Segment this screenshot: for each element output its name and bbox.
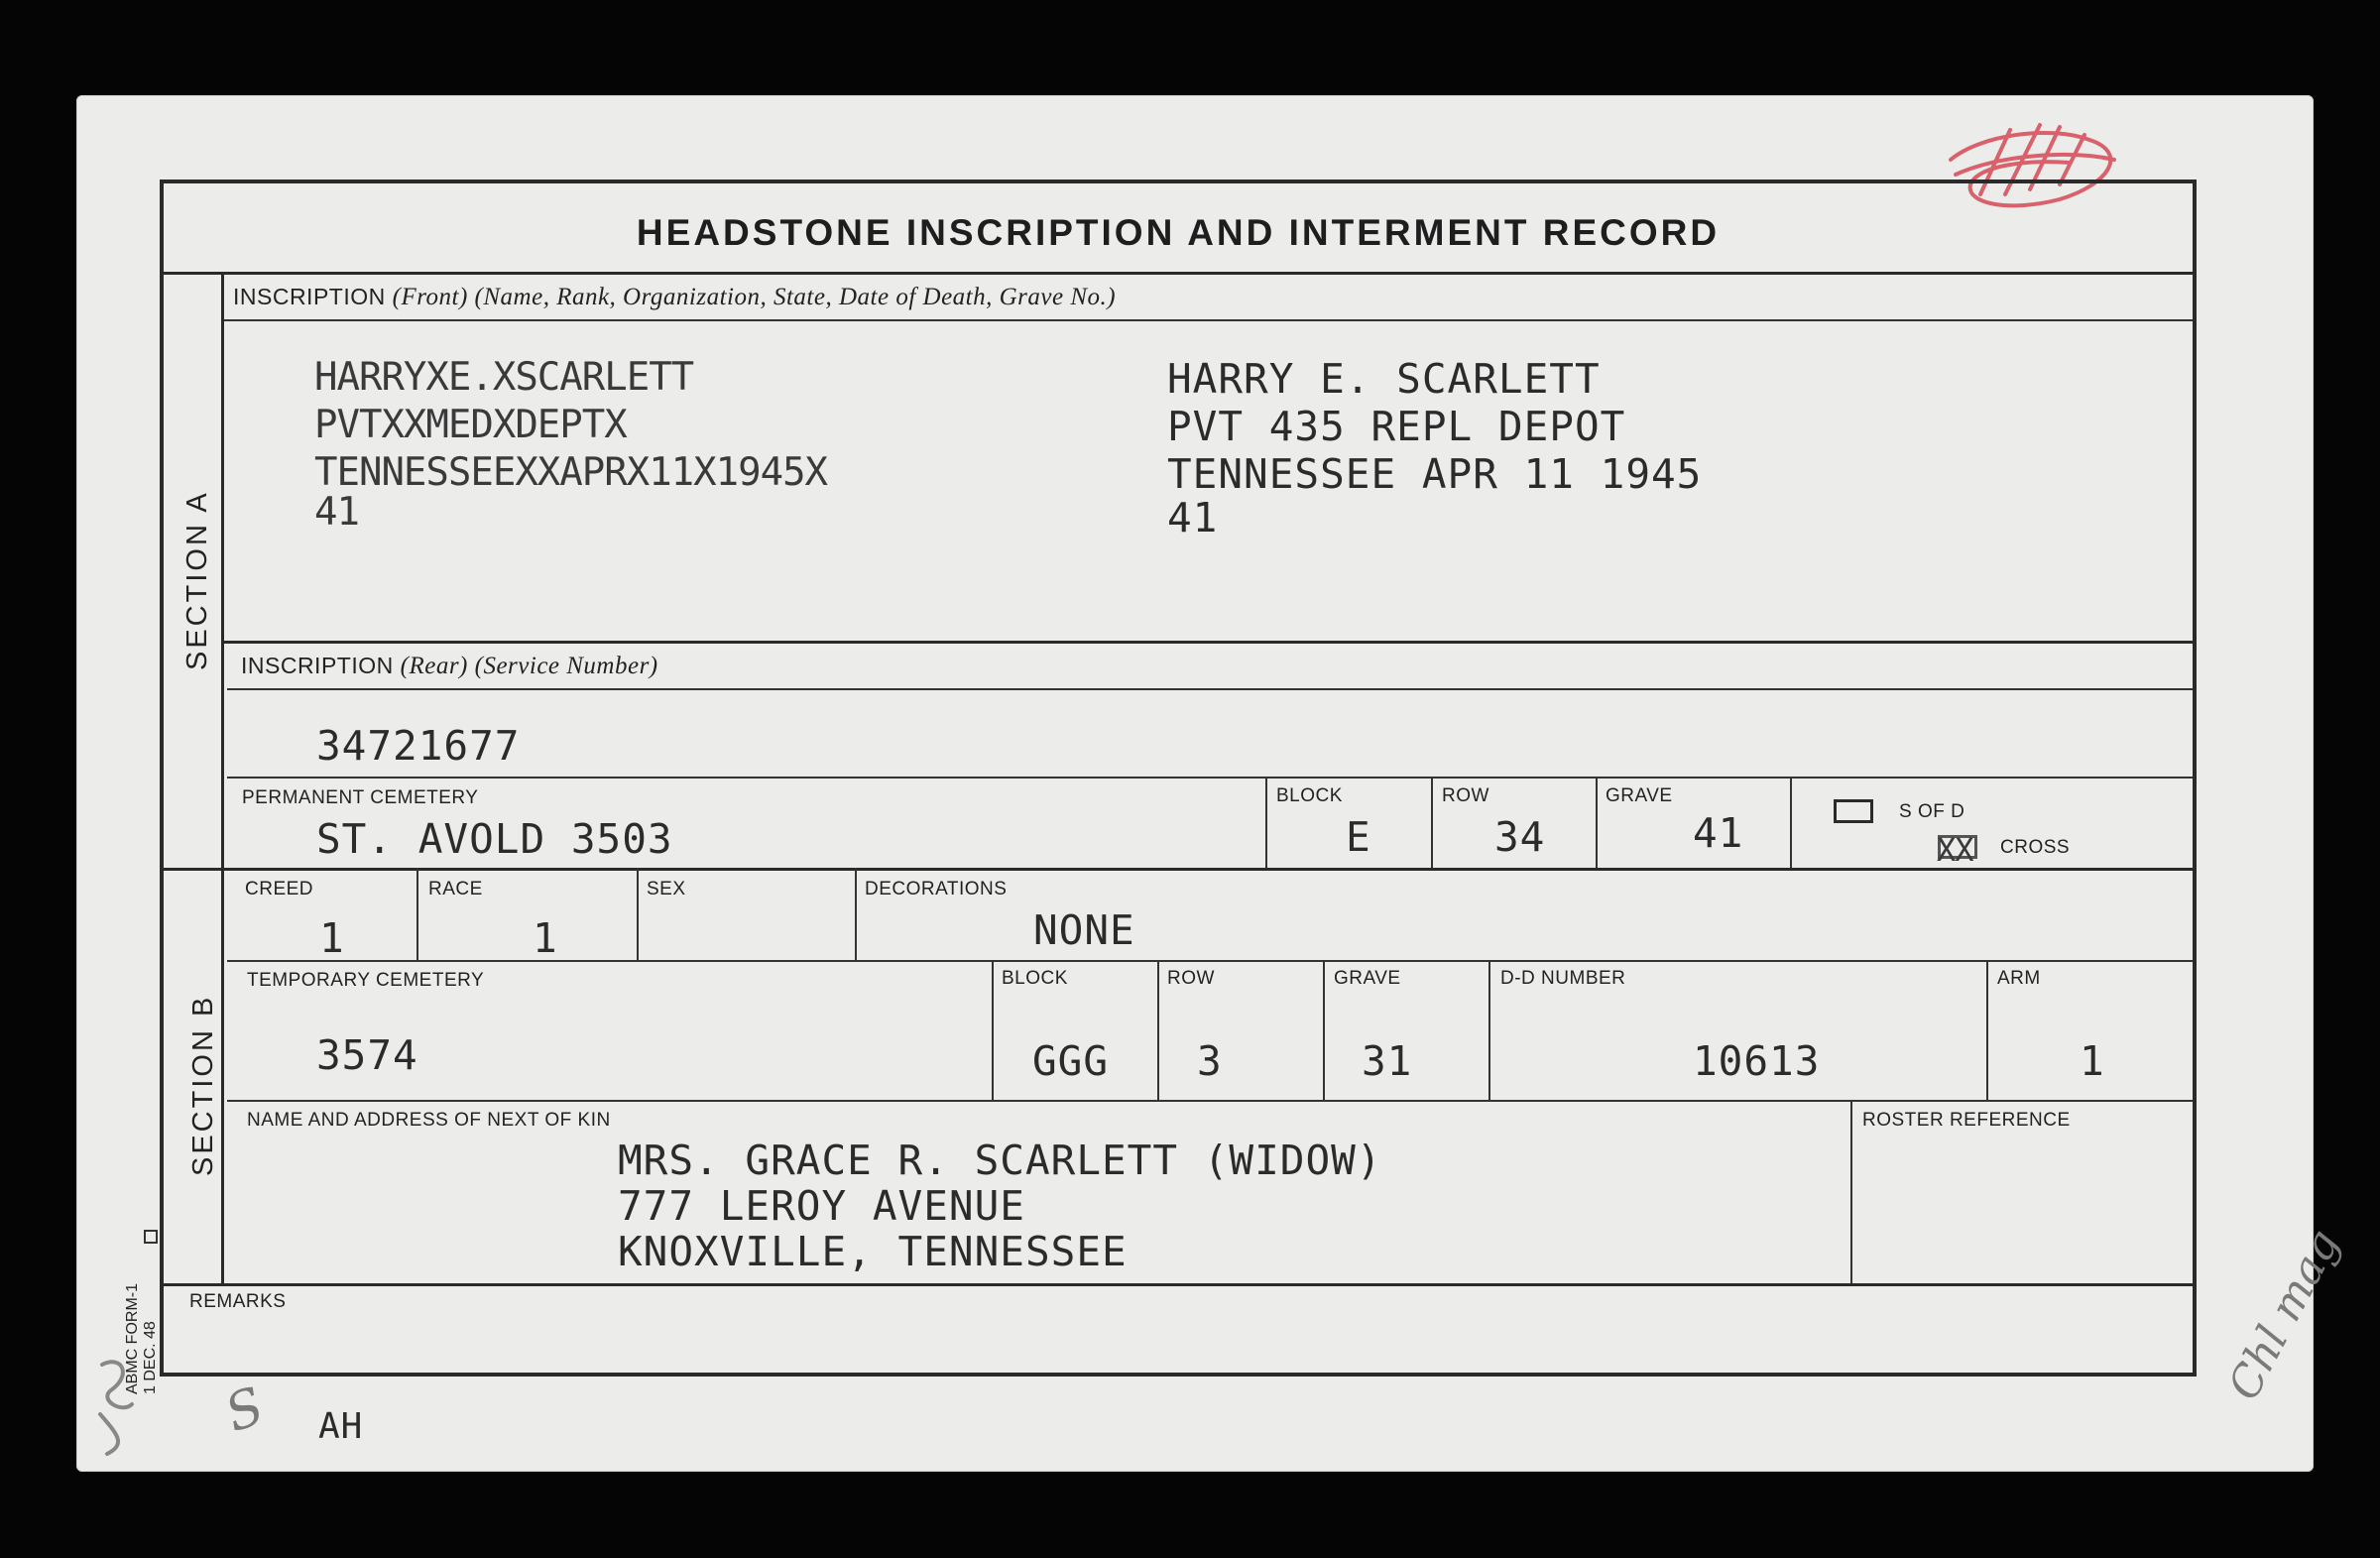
cross-label: CROSS (2000, 837, 2071, 858)
inscription-front-label: INSCRIPTION (Front) (Name, Rank, Organization, State, Date of Death, Grave No.) (233, 284, 1117, 310)
temp-kin-divider (227, 1100, 2193, 1102)
roster-reference-label: ROSTER REFERENCE (1862, 1110, 2071, 1131)
perm-grave-value: 41 (1693, 809, 1744, 857)
handwritten-left: S (217, 1376, 272, 1445)
section-divider (160, 868, 2197, 871)
rear-label-divider (227, 688, 2193, 690)
kin-remarks-divider (160, 1283, 2197, 1286)
temp-grave-value: 31 (1362, 1037, 1413, 1085)
creed-label: CREED (245, 879, 314, 899)
form-title: HEADSTONE INSCRIPTION AND INTERMENT RECORD (636, 212, 1721, 253)
race-label: RACE (428, 879, 483, 899)
bottom-annotation: AH (318, 1406, 364, 1447)
perm-block-value: E (1346, 813, 1371, 861)
rear-perm-divider (227, 777, 2193, 779)
creed-temp-divider (227, 960, 2193, 962)
handwritten-right: Chl mag (2218, 1221, 2350, 1408)
cross-mark: XX (1937, 831, 1973, 869)
temp-grave-label: GRAVE (1334, 968, 1401, 989)
form-id-box (144, 1230, 158, 1244)
s-of-d-label: S OF D (1899, 801, 1965, 822)
remarks-label: REMARKS (189, 1291, 287, 1312)
service-number: 34721677 (316, 722, 521, 770)
temporary-cemetery-label: TEMPORARY CEMETERY (247, 970, 485, 991)
race-value: 1 (533, 914, 558, 962)
sex-label: SEX (647, 879, 686, 899)
temp-row-label: ROW (1167, 968, 1215, 989)
inscription-rear-label: INSCRIPTION (Rear) (Service Number) (241, 653, 658, 679)
front-label-divider (221, 319, 2193, 321)
temp-block-value: GGG (1032, 1037, 1110, 1085)
temp-row-value: 3 (1197, 1037, 1223, 1085)
dd-number-value: 10613 (1693, 1037, 1821, 1085)
creed-value: 1 (319, 914, 345, 962)
dd-number-label: D-D NUMBER (1500, 968, 1626, 989)
temp-block-label: BLOCK (1002, 968, 1068, 989)
record-card: HEADSTONE INSCRIPTION AND INTERMENT RECORD SECTION A SECTION B INSCRIPTION (Front) (Name, Rank, Organization, State, Date of Death, Grave No.) HARRYXE.XSCARLETT PVTXXMEDXDEPTX TENNESSEEXXAPRX11X1945X 41 HARRY E. SCARLETT PVT 435 REPL DEPOT TENNESSEE APR 11 1945 41 INSCRIPTION (Rear) (Service Number) 34721677 PERMANENT CEMETERY ST. AVOLD 3503 BLOCK E ROW 34 GRAVE 41 S OF D XX CROSS CREED 1 RACE 1 SEX DECORATIONS NONE TEMPORARY CEMETERY 3574 BLOCK GGG ROW 3 GRAVE 31 D-D NUMBER 10613 ARM 1 NAME AND ADDRESS OF NEXT OF KIN MRS. GRACE R. SCARLETT (WIDOW) 777 LEROY AVENUE KNOXVILLE, TENNESSEE ROSTER REFERENCE REMARKS ABMC FORM-1 1 DEC. 48 AH S Chl mag (76, 95, 2314, 1472)
front-rear-divider (221, 641, 2193, 644)
arm-value: 1 (2080, 1037, 2105, 1085)
title-divider (160, 272, 2197, 275)
pencil-scribble-icon (82, 1345, 152, 1464)
next-of-kin-label: NAME AND ADDRESS OF NEXT OF KIN (247, 1110, 611, 1131)
section-column-divider (221, 272, 224, 1283)
permanent-cemetery-value: ST. AVOLD 3503 (316, 815, 673, 863)
perm-row-value: 34 (1494, 813, 1546, 861)
form-id: ABMC FORM-1 1 DEC. 48 (124, 1283, 159, 1394)
s-of-d-checkbox[interactable] (1834, 799, 1873, 823)
perm-row-label: ROW (1442, 785, 1489, 806)
arm-label: ARM (1997, 968, 2041, 989)
permanent-cemetery-label: PERMANENT CEMETERY (242, 787, 479, 808)
section-b-label: SECTION B (187, 994, 219, 1176)
temporary-cemetery-value: 3574 (316, 1031, 418, 1079)
decorations-label: DECORATIONS (865, 879, 1008, 899)
section-a-label: SECTION A (181, 490, 213, 670)
perm-block-label: BLOCK (1276, 785, 1343, 806)
decorations-value: NONE (1033, 906, 1135, 954)
perm-grave-label: GRAVE (1606, 785, 1673, 806)
